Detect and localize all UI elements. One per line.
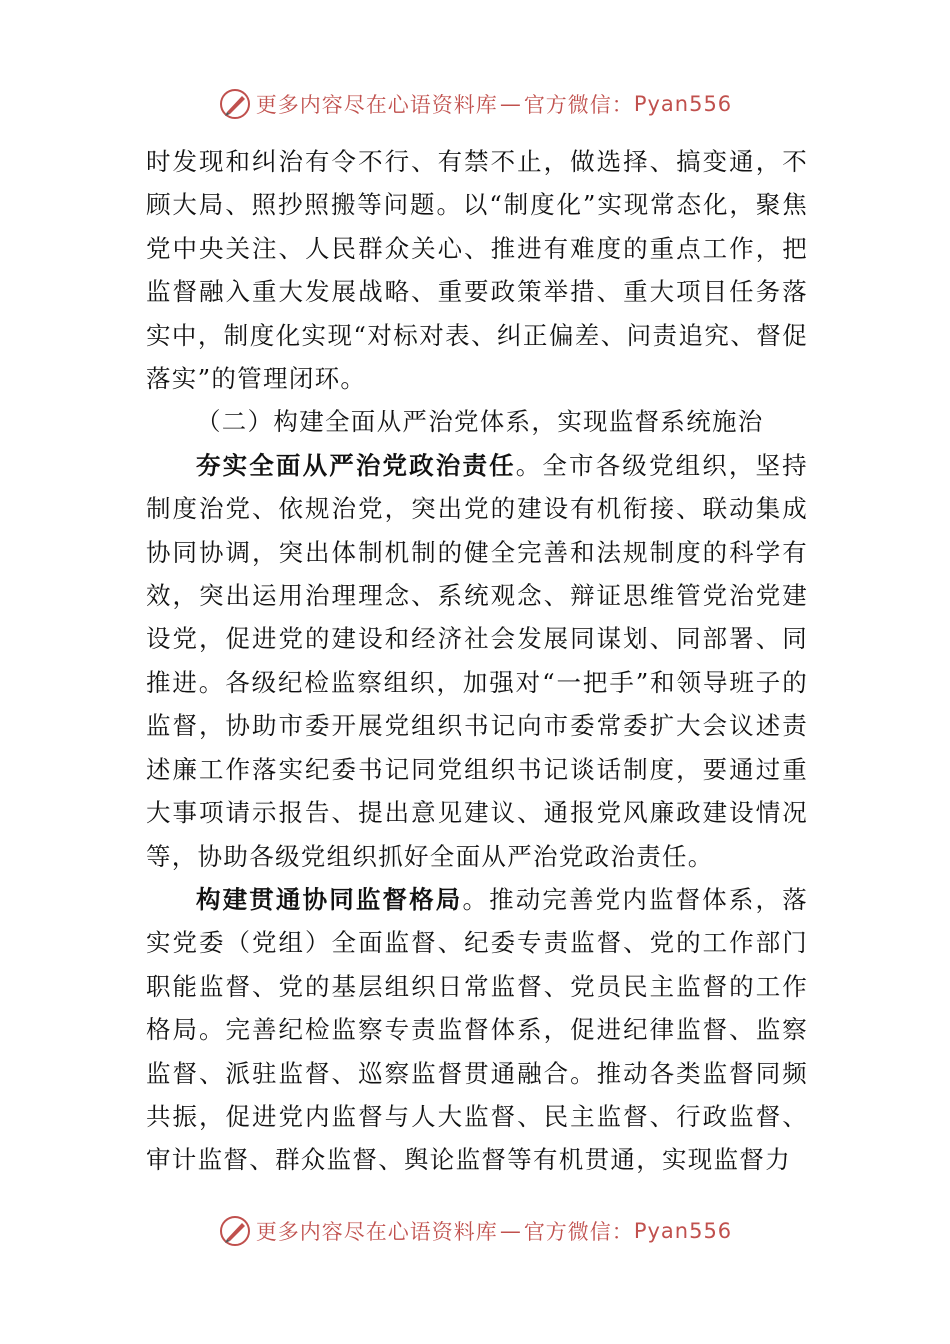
watermark-account: Pyan556 — [633, 1219, 733, 1243]
watermark-header — [0, 84, 950, 124]
watermark-label: 官方微信： — [523, 93, 634, 117]
watermark-text: 更多内容尽在心语资料库 — [255, 1220, 498, 1244]
paragraph-lead: 构建贯通协同监督格局 — [196, 884, 463, 914]
watermark-footer — [0, 1211, 950, 1251]
paragraph-text: 。全市各级党组织，坚持制度治党、依规治党，突出党的建设有机衔接、联动集成协同协调，突出体制机制的健全完善和法规制度的科学有效，突出运用治理理念、系统观念、辩证思维管党治党建设党，促进党的建设和经济社会发展同谋划、同部署、同推进。各级纪检监察组织，加强对“一把手”和领导班子的监督，协助市委开展党组织书记向市委常委扩大会议述责述廉工作落实纪委书记同党组织书记谈话制度，要通过重大事项请示报告、提出意见建议、通报党风廉政建设情况等，协助各级党组织抓好全面从严治党政治责任。 — [146, 450, 808, 871]
paragraph-continuation: 时发现和纠治有令不行、有禁不止，做选择、搞变通，不顾大局、照抄照搬等问题。以“制度化”实现常态化，聚焦党中央关注、人民群众关心、推进有难度的重点工作，把监督融入重大发展战略、重要政策举措、重大项目任务落实中，制度化实现“对标对表、纠正偏差、问责追究、督促落实”的管理闭环。 — [146, 147, 808, 394]
watermark-separator: — — [499, 92, 522, 116]
pen-logo-icon — [218, 87, 252, 121]
paragraph-text: 。推动完善党内监督体系，落实党委（党组）全面监督、纪委专责监督、党的工作部门职能监督、党的基层组织日常监督、党员民主监督的工作格局。完善纪检监察专责监督体系，促进纪律监督、监察监督、派驻监督、巡察监督贯通融合。推动各类监督同频共振，促进党内监督与人大监督、民主监督、行政监督、审计监督、群众监督、舆论监督等有机贯通，实现监督力 — [146, 884, 808, 1175]
watermark-label: 官方微信： — [523, 1220, 634, 1244]
watermark-account: Pyan556 — [633, 92, 733, 116]
paragraph-supervision-pattern — [146, 878, 808, 1182]
watermark-text: 更多内容尽在心语资料库 — [255, 93, 498, 117]
pen-logo-icon — [218, 1214, 252, 1248]
section-heading: （二）构建全面从严治党体系，实现监督系统施治 — [196, 407, 764, 437]
paragraph-lead: 夯实全面从严治党政治责任 — [196, 450, 516, 480]
watermark-separator: — — [499, 1219, 522, 1243]
paragraph-political-responsibility — [146, 444, 808, 878]
document-body — [146, 140, 808, 1182]
